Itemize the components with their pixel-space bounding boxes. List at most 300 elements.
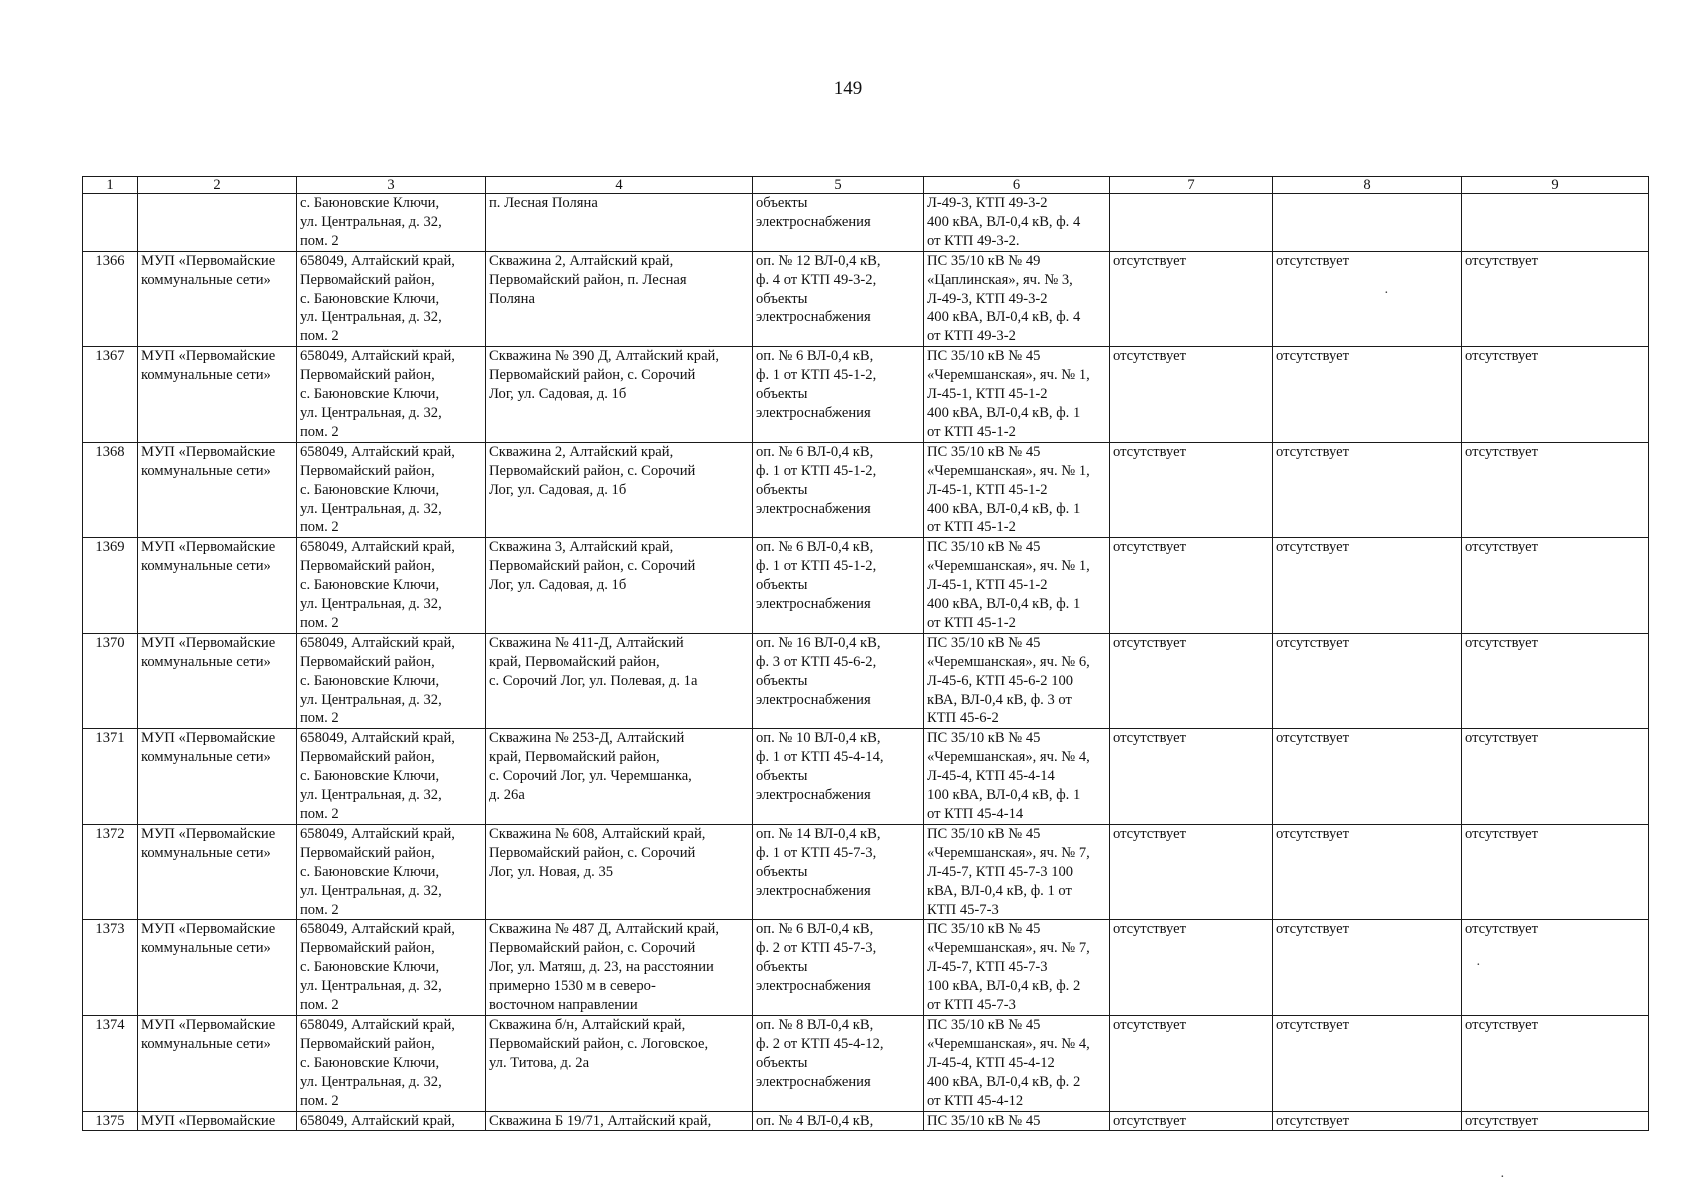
- status-cell-c7: отсутствует: [1110, 633, 1273, 729]
- status-cell-c8: отсутствует: [1273, 347, 1462, 443]
- cell-line: Л-49-3, КТП 49-3-2: [927, 290, 1048, 307]
- cell-line: объекты: [756, 577, 808, 594]
- owner-cell: [138, 194, 297, 252]
- owner-cell: [138, 729, 297, 825]
- address-cell: [297, 920, 486, 1016]
- cell-line: коммунальные сети»: [141, 558, 271, 575]
- row-number-cell: 1375: [83, 1111, 138, 1131]
- cell-line: МУП «Первомайские: [141, 443, 276, 460]
- cell-line: Скважина 3, Алтайский край,: [489, 539, 674, 556]
- cell-line: с. Баюновские Ключи,: [300, 195, 440, 211]
- row-number-cell: 1370: [83, 633, 138, 729]
- cell-line: Первомайский район, с. Сорочий: [489, 940, 696, 957]
- registry-table: [82, 176, 1649, 1131]
- header-col-8: 8: [1273, 177, 1462, 194]
- status-cell-c8: отсутствует: [1273, 824, 1462, 920]
- substation-cell: [924, 251, 1110, 347]
- cell-line: МУП «Первомайские: [141, 634, 276, 651]
- cell-line: Л-45-6, КТП 45-6-2 100: [927, 672, 1074, 689]
- supply-cell: [753, 442, 924, 538]
- row-number-cell: 1371: [83, 729, 138, 825]
- owner-cell: [138, 633, 297, 729]
- cell-line: 658049, Алтайский край,: [300, 730, 455, 747]
- cell-line: от КТП 45-4-12: [927, 1092, 1024, 1109]
- address-cell: [297, 633, 486, 729]
- supply-cell: [753, 1015, 924, 1111]
- table-row: [83, 633, 1649, 729]
- cell-line: Скважина № 411-Д, Алтайский: [489, 634, 684, 651]
- address-cell: [297, 729, 486, 825]
- cell-line: МУП «Первомайские: [141, 348, 276, 365]
- owner-cell: [138, 251, 297, 347]
- table-row: [83, 824, 1649, 920]
- table-row: [83, 729, 1649, 825]
- cell-line: объекты: [756, 768, 808, 785]
- header-col-5: 5: [753, 177, 924, 194]
- cell-line: с. Баюновские Ключи,: [300, 577, 440, 594]
- substation-cell: [924, 729, 1110, 825]
- cell-line: электроснабжения: [756, 596, 871, 613]
- cell-line: ПС 35/10 кВ № 45: [927, 634, 1041, 651]
- object-cell: [486, 633, 753, 729]
- status-cell-c7: отсутствует: [1110, 251, 1273, 347]
- cell-line: ул. Центральная, д. 32,: [300, 213, 442, 230]
- header-col-9: 9: [1462, 177, 1649, 194]
- cell-line: МУП «Первомайские: [141, 1016, 276, 1033]
- substation-cell: [924, 633, 1110, 729]
- cell-line: 400 кВА, ВЛ-0,4 кВ, ф. 4: [927, 213, 1081, 230]
- status-cell-c9: отсутствует: [1462, 633, 1649, 729]
- cell-line: ул. Центральная, д. 32,: [300, 404, 442, 421]
- cell-line: 400 кВА, ВЛ-0,4 кВ, ф. 1: [927, 500, 1081, 517]
- cell-line: Л-45-1, КТП 45-1-2: [927, 577, 1048, 594]
- cell-line: Лог, ул. Новая, д. 35: [489, 863, 614, 880]
- status-cell-c9: отсутствует: [1462, 729, 1649, 825]
- scan-speck: ·: [1500, 1170, 1505, 1185]
- cell-line: 658049, Алтайский край,: [300, 1112, 455, 1129]
- cell-line: с. Баюновские Ключи,: [300, 481, 440, 498]
- cell-line: оп. № 6 ВЛ-0,4 кВ,: [756, 348, 874, 365]
- cell-line: Скважина № 487 Д, Алтайский край,: [489, 921, 720, 938]
- cell-line: электроснабжения: [756, 404, 871, 421]
- cell-line: «Черемшанская», яч. № 4,: [927, 1035, 1090, 1052]
- cell-line: п. Лесная Поляна: [489, 195, 598, 211]
- substation-cell: [924, 824, 1110, 920]
- cell-line: 658049, Алтайский край,: [300, 348, 455, 365]
- cell-line: пом. 2: [300, 997, 339, 1014]
- cell-line: объекты: [756, 672, 808, 689]
- object-cell: [486, 194, 753, 252]
- owner-cell: [138, 824, 297, 920]
- row-number-cell: 1369: [83, 538, 138, 634]
- object-cell: [486, 729, 753, 825]
- object-cell: [486, 251, 753, 347]
- cell-line: коммунальные сети»: [141, 1035, 271, 1052]
- cell-line: Лог, ул. Садовая, д. 1б: [489, 386, 627, 403]
- cell-line: пом. 2: [300, 901, 339, 918]
- cell-line: Скважина 2, Алтайский край,: [489, 443, 674, 460]
- supply-cell: [753, 1111, 924, 1131]
- status-cell-c7: отсутствует: [1110, 824, 1273, 920]
- supply-cell: [753, 347, 924, 443]
- cell-line: край, Первомайский район,: [489, 749, 660, 766]
- scan-speck: ·: [1476, 958, 1481, 973]
- cell-line: оп. № 6 ВЛ-0,4 кВ,: [756, 539, 874, 556]
- cell-line: ул. Центральная, д. 32,: [300, 691, 442, 708]
- cell-line: Первомайский район, с. Сорочий: [489, 462, 696, 479]
- cell-line: оп. № 8 ВЛ-0,4 кВ,: [756, 1016, 874, 1033]
- cell-line: ПС 35/10 кВ № 45: [927, 443, 1041, 460]
- status-cell-c9: отсутствует: [1462, 920, 1649, 1016]
- status-cell-c8: отсутствует: [1273, 251, 1462, 347]
- cell-line: МУП «Первомайские: [141, 1112, 276, 1129]
- cell-line: Л-45-4, КТП 45-4-14: [927, 768, 1055, 785]
- cell-line: 400 кВА, ВЛ-0,4 кВ, ф. 4: [927, 309, 1081, 326]
- cell-line: объекты: [756, 195, 808, 211]
- supply-cell: [753, 538, 924, 634]
- status-cell-c8: отсутствует: [1273, 442, 1462, 538]
- cell-line: кВА, ВЛ-0,4 кВ, ф. 1 от: [927, 882, 1072, 899]
- cell-line: Первомайский район,: [300, 558, 435, 575]
- cell-line: МУП «Первомайские: [141, 825, 276, 842]
- cell-line: электроснабжения: [756, 500, 871, 517]
- row-number-cell: 1372: [83, 824, 138, 920]
- cell-line: от КТП 49-3-2: [927, 328, 1016, 345]
- cell-line: оп. № 10 ВЛ-0,4 кВ,: [756, 730, 881, 747]
- status-cell-c7: отсутствует: [1110, 347, 1273, 443]
- address-cell: [297, 538, 486, 634]
- table-row: [83, 1015, 1649, 1111]
- cell-line: ул. Центральная, д. 32,: [300, 309, 442, 326]
- cell-line: с. Баюновские Ключи,: [300, 672, 440, 689]
- cell-line: электроснабжения: [756, 213, 871, 230]
- cell-line: коммунальные сети»: [141, 367, 271, 384]
- cell-line: оп. № 14 ВЛ-0,4 кВ,: [756, 825, 881, 842]
- cell-line: с. Баюновские Ключи,: [300, 959, 440, 976]
- cell-line: «Черемшанская», яч. № 4,: [927, 749, 1090, 766]
- table-row: [83, 194, 1649, 252]
- cell-line: 400 кВА, ВЛ-0,4 кВ, ф. 1: [927, 404, 1081, 421]
- row-number-cell: 1374: [83, 1015, 138, 1111]
- cell-line: МУП «Первомайские: [141, 921, 276, 938]
- cell-line: Первомайский район,: [300, 653, 435, 670]
- status-cell-c7: отсутствует: [1110, 729, 1273, 825]
- status-cell-c8: [1273, 194, 1462, 252]
- header-col-1: 1: [83, 177, 138, 194]
- cell-line: д. 26а: [489, 787, 525, 804]
- cell-line: пом. 2: [300, 519, 339, 536]
- cell-line: Л-49-3, КТП 49-3-2: [927, 195, 1048, 211]
- status-cell-c9: [1462, 194, 1649, 252]
- table-row: [83, 442, 1649, 538]
- substation-cell: [924, 538, 1110, 634]
- cell-line: ПС 35/10 кВ № 45: [927, 1112, 1041, 1129]
- cell-line: с. Баюновские Ключи,: [300, 1054, 440, 1071]
- cell-line: 100 кВА, ВЛ-0,4 кВ, ф. 1: [927, 787, 1081, 804]
- cell-line: 658049, Алтайский край,: [300, 252, 455, 269]
- cell-line: Л-45-1, КТП 45-1-2: [927, 386, 1048, 403]
- cell-line: ПС 35/10 кВ № 45: [927, 730, 1041, 747]
- cell-line: Первомайский район,: [300, 1035, 435, 1052]
- cell-line: от КТП 45-7-3: [927, 997, 1016, 1014]
- cell-line: коммунальные сети»: [141, 271, 271, 288]
- cell-line: ул. Титова, д. 2а: [489, 1054, 590, 1071]
- header-col-4: 4: [486, 177, 753, 194]
- cell-line: Л-45-4, КТП 45-4-12: [927, 1054, 1055, 1071]
- cell-line: пом. 2: [300, 1092, 339, 1109]
- table-row: [83, 251, 1649, 347]
- page-number: 149: [833, 78, 863, 99]
- cell-line: с. Сорочий Лог, ул. Полевая, д. 1а: [489, 672, 698, 689]
- cell-line: 658049, Алтайский край,: [300, 539, 455, 556]
- owner-cell: [138, 538, 297, 634]
- owner-cell: [138, 1111, 297, 1131]
- cell-line: «Черемшанская», яч. № 1,: [927, 558, 1090, 575]
- cell-line: Поляна: [489, 290, 535, 307]
- cell-line: оп. № 4 ВЛ-0,4 кВ,: [756, 1112, 874, 1129]
- owner-cell: [138, 347, 297, 443]
- substation-cell: [924, 920, 1110, 1016]
- cell-line: Л-45-1, КТП 45-1-2: [927, 481, 1048, 498]
- header-col-2: 2: [138, 177, 297, 194]
- cell-line: Скважина 2, Алтайский край,: [489, 252, 674, 269]
- cell-line: Первомайский район,: [300, 462, 435, 479]
- cell-line: Скважина № 253-Д, Алтайский: [489, 730, 685, 747]
- header-col-3: 3: [297, 177, 486, 194]
- table-body: [83, 194, 1649, 1131]
- cell-line: МУП «Первомайские: [141, 252, 276, 269]
- cell-line: оп. № 12 ВЛ-0,4 кВ,: [756, 252, 881, 269]
- cell-line: пом. 2: [300, 614, 339, 631]
- cell-line: Лог, ул. Садовая, д. 1б: [489, 481, 627, 498]
- address-cell: [297, 347, 486, 443]
- address-cell: [297, 1111, 486, 1131]
- cell-line: Скважина № 608, Алтайский край,: [489, 825, 706, 842]
- table-header: [83, 177, 1649, 194]
- cell-line: «Черемшанская», яч. № 7,: [927, 940, 1090, 957]
- cell-line: ф. 1 от КТП 45-1-2,: [756, 462, 877, 479]
- cell-line: от КТП 45-4-14: [927, 806, 1024, 822]
- cell-line: с. Баюновские Ключи,: [300, 768, 440, 785]
- cell-line: «Цаплинская», яч. № 3,: [927, 271, 1073, 288]
- cell-line: ПС 35/10 кВ № 45: [927, 921, 1041, 938]
- object-cell: [486, 824, 753, 920]
- cell-line: электроснабжения: [756, 787, 871, 804]
- header-row: [83, 177, 1649, 194]
- status-cell-c7: отсутствует: [1110, 1111, 1273, 1131]
- status-cell-c9: отсутствует: [1462, 442, 1649, 538]
- cell-line: оп. № 6 ВЛ-0,4 кВ,: [756, 921, 874, 938]
- status-cell-c7: [1110, 194, 1273, 252]
- cell-line: 658049, Алтайский край,: [300, 921, 455, 938]
- cell-line: ф. 1 от КТП 45-1-2,: [756, 558, 877, 575]
- cell-line: примерно 1530 м в северо-: [489, 978, 656, 995]
- cell-line: КТП 45-6-2: [927, 710, 999, 727]
- object-cell: [486, 538, 753, 634]
- cell-line: объекты: [756, 863, 808, 880]
- cell-line: Первомайский район,: [300, 844, 435, 861]
- cell-line: Первомайский район, с. Сорочий: [489, 558, 696, 575]
- object-cell: [486, 920, 753, 1016]
- table-row: [83, 347, 1649, 443]
- cell-line: с. Сорочий Лог, ул. Черемшанка,: [489, 768, 692, 785]
- cell-line: Первомайский район, с. Сорочий: [489, 844, 696, 861]
- cell-line: кВА, ВЛ-0,4 кВ, ф. 3 от: [927, 691, 1072, 708]
- header-col-7: 7: [1110, 177, 1273, 194]
- cell-line: ул. Центральная, д. 32,: [300, 500, 442, 517]
- cell-line: 658049, Алтайский край,: [300, 825, 455, 842]
- cell-line: Первомайский район, с. Сорочий: [489, 367, 696, 384]
- cell-line: 400 кВА, ВЛ-0,4 кВ, ф. 1: [927, 596, 1081, 613]
- substation-cell: [924, 347, 1110, 443]
- address-cell: [297, 251, 486, 347]
- cell-line: от КТП 45-1-2: [927, 423, 1016, 440]
- cell-line: объекты: [756, 481, 808, 498]
- cell-line: электроснабжения: [756, 691, 871, 708]
- address-cell: [297, 194, 486, 252]
- cell-line: электроснабжения: [756, 1073, 871, 1090]
- cell-line: оп. № 16 ВЛ-0,4 кВ,: [756, 634, 881, 651]
- substation-cell: [924, 1015, 1110, 1111]
- cell-line: от КТП 45-1-2: [927, 519, 1016, 536]
- scan-speck: ·: [1384, 286, 1389, 301]
- object-cell: [486, 442, 753, 538]
- cell-line: оп. № 6 ВЛ-0,4 кВ,: [756, 443, 874, 460]
- cell-line: ф. 4 от КТП 49-3-2,: [756, 271, 877, 288]
- cell-line: ф. 1 от КТП 45-1-2,: [756, 367, 877, 384]
- cell-line: пом. 2: [300, 806, 339, 822]
- row-number-cell: 1366: [83, 251, 138, 347]
- cell-line: пом. 2: [300, 710, 339, 727]
- cell-line: Первомайский район,: [300, 367, 435, 384]
- cell-line: коммунальные сети»: [141, 653, 271, 670]
- status-cell-c8: отсутствует: [1273, 729, 1462, 825]
- row-number-cell: 1367: [83, 347, 138, 443]
- cell-line: Лог, ул. Садовая, д. 1б: [489, 577, 627, 594]
- cell-line: 658049, Алтайский край,: [300, 634, 455, 651]
- cell-line: 100 кВА, ВЛ-0,4 кВ, ф. 2: [927, 978, 1081, 995]
- cell-line: Скважина б/н, Алтайский край,: [489, 1016, 686, 1033]
- cell-line: ПС 35/10 кВ № 45: [927, 348, 1041, 365]
- cell-line: край, Первомайский район,: [489, 653, 660, 670]
- cell-line: объекты: [756, 959, 808, 976]
- cell-line: электроснабжения: [756, 309, 871, 326]
- address-cell: [297, 442, 486, 538]
- status-cell-c9: отсутствует: [1462, 251, 1649, 347]
- object-cell: [486, 1015, 753, 1111]
- cell-line: Первомайский район,: [300, 271, 435, 288]
- status-cell-c7: отсутствует: [1110, 1015, 1273, 1111]
- table-row: [83, 538, 1649, 634]
- supply-cell: [753, 729, 924, 825]
- cell-line: коммунальные сети»: [141, 844, 271, 861]
- cell-line: Скважина Б 19/71, Алтайский край,: [489, 1112, 712, 1129]
- header-col-6: 6: [924, 177, 1110, 194]
- cell-line: с. Баюновские Ключи,: [300, 863, 440, 880]
- supply-cell: [753, 824, 924, 920]
- cell-line: КТП 45-7-3: [927, 901, 999, 918]
- cell-line: ф. 2 от КТП 45-4-12,: [756, 1035, 884, 1052]
- owner-cell: [138, 442, 297, 538]
- row-number-cell: 1373: [83, 920, 138, 1016]
- cell-line: 400 кВА, ВЛ-0,4 кВ, ф. 2: [927, 1073, 1081, 1090]
- cell-line: ф. 3 от КТП 45-6-2,: [756, 653, 877, 670]
- cell-line: ф. 2 от КТП 45-7-3,: [756, 940, 877, 957]
- object-cell: [486, 347, 753, 443]
- cell-line: ПС 35/10 кВ № 45: [927, 825, 1041, 842]
- owner-cell: [138, 920, 297, 1016]
- supply-cell: [753, 633, 924, 729]
- owner-cell: [138, 1015, 297, 1111]
- cell-line: Лог, ул. Матяш, д. 23, на расстоянии: [489, 959, 714, 976]
- object-cell: [486, 1111, 753, 1131]
- cell-line: электроснабжения: [756, 882, 871, 899]
- address-cell: [297, 824, 486, 920]
- supply-cell: [753, 194, 924, 252]
- cell-line: ПС 35/10 кВ № 45: [927, 539, 1041, 556]
- cell-line: коммунальные сети»: [141, 462, 271, 479]
- row-number-cell: [83, 194, 138, 252]
- cell-line: МУП «Первомайские: [141, 730, 276, 747]
- cell-line: «Черемшанская», яч. № 1,: [927, 462, 1090, 479]
- status-cell-c9: отсутствует: [1462, 1015, 1649, 1111]
- cell-line: пом. 2: [300, 232, 339, 249]
- cell-line: объекты: [756, 386, 808, 403]
- cell-line: с. Баюновские Ключи,: [300, 386, 440, 403]
- cell-line: Первомайский район,: [300, 749, 435, 766]
- supply-cell: [753, 920, 924, 1016]
- cell-line: коммунальные сети»: [141, 940, 271, 957]
- cell-line: «Черемшанская», яч. № 1,: [927, 367, 1090, 384]
- table-row: [83, 920, 1649, 1016]
- status-cell-c7: отсутствует: [1110, 538, 1273, 634]
- cell-line: ул. Центральная, д. 32,: [300, 596, 442, 613]
- cell-line: от КТП 45-1-2: [927, 614, 1016, 631]
- cell-line: объекты: [756, 1054, 808, 1071]
- substation-cell: [924, 1111, 1110, 1131]
- cell-line: Скважина № 390 Д, Алтайский край,: [489, 348, 720, 365]
- cell-line: Первомайский район, с. Логовское,: [489, 1035, 709, 1052]
- cell-line: электроснабжения: [756, 978, 871, 995]
- address-cell: [297, 1015, 486, 1111]
- cell-line: пом. 2: [300, 423, 339, 440]
- cell-line: ПС 35/10 кВ № 49: [927, 252, 1041, 269]
- cell-line: ул. Центральная, д. 32,: [300, 978, 442, 995]
- status-cell-c8: отсутствует: [1273, 920, 1462, 1016]
- row-number-cell: 1368: [83, 442, 138, 538]
- cell-line: МУП «Первомайские: [141, 539, 276, 556]
- cell-line: восточном направлении: [489, 997, 638, 1014]
- cell-line: ф. 1 от КТП 45-7-3,: [756, 844, 877, 861]
- cell-line: ул. Центральная, д. 32,: [300, 787, 442, 804]
- cell-line: от КТП 49-3-2.: [927, 232, 1020, 249]
- cell-line: Первомайский район,: [300, 940, 435, 957]
- cell-line: Л-45-7, КТП 45-7-3: [927, 959, 1048, 976]
- status-cell-c8: отсутствует: [1273, 633, 1462, 729]
- cell-line: «Черемшанская», яч. № 7,: [927, 844, 1090, 861]
- status-cell-c8: отсутствует: [1273, 1015, 1462, 1111]
- cell-line: Первомайский район, п. Лесная: [489, 271, 687, 288]
- status-cell-c8: отсутствует: [1273, 1111, 1462, 1131]
- substation-cell: [924, 442, 1110, 538]
- status-cell-c9: отсутствует: [1462, 347, 1649, 443]
- cell-line: ул. Центральная, д. 32,: [300, 1073, 442, 1090]
- cell-line: «Черемшанская», яч. № 6,: [927, 653, 1090, 670]
- status-cell-c8: отсутствует: [1273, 538, 1462, 634]
- table-row: [83, 1111, 1649, 1131]
- cell-line: коммунальные сети»: [141, 749, 271, 766]
- cell-line: ПС 35/10 кВ № 45: [927, 1016, 1041, 1033]
